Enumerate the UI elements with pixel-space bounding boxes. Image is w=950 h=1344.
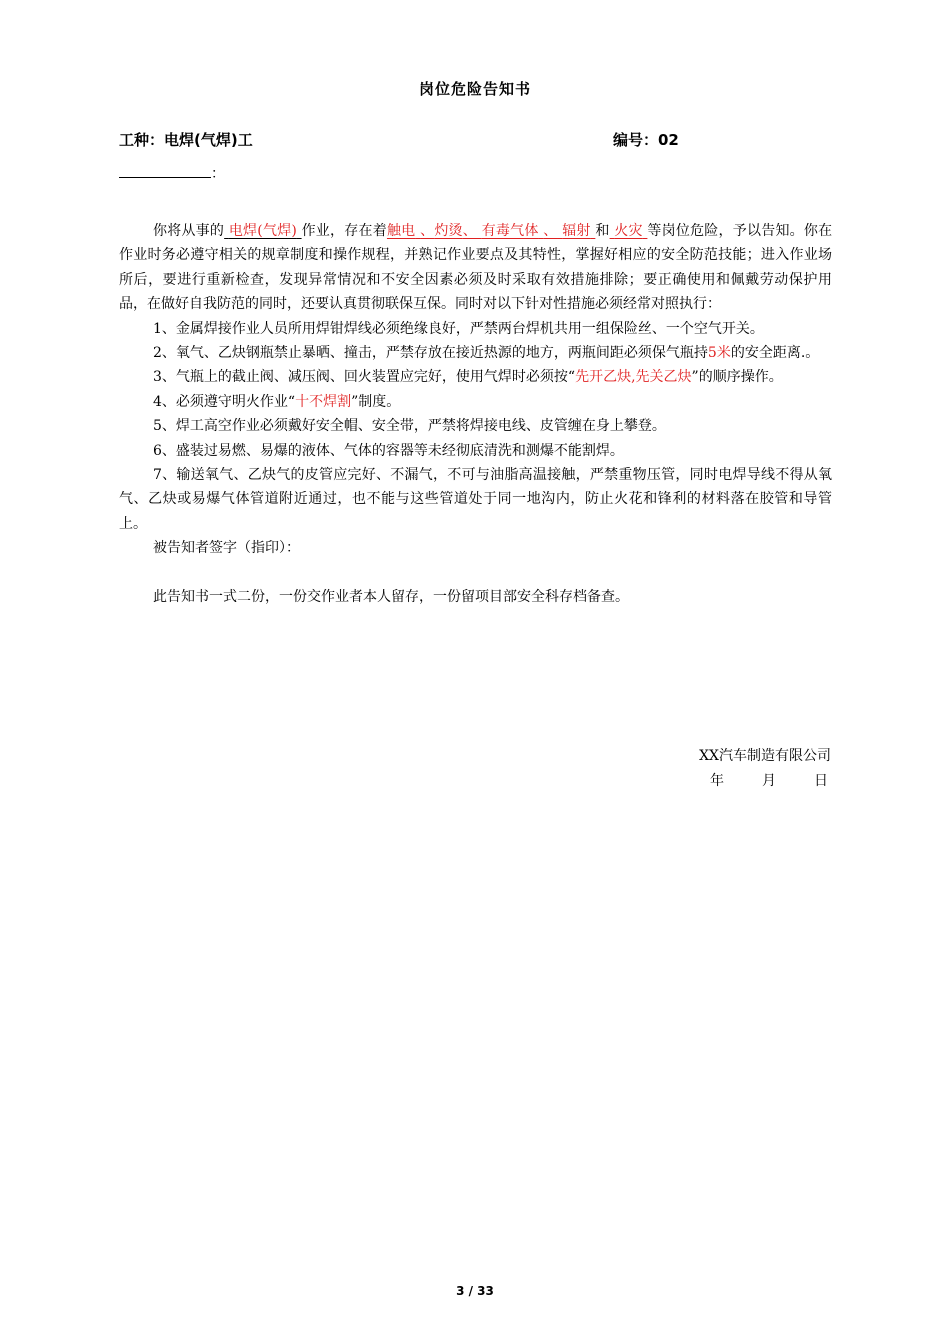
hazard-radiation: 辐射 (562, 223, 591, 239)
date-month: 月 (762, 773, 776, 789)
item-3-text-end: ”的顺序操作。 (691, 369, 783, 386)
item-4-rule: 十不焊割 (295, 393, 352, 410)
item-2-distance: 5米 (707, 345, 731, 362)
hazard-separator: 、 (462, 223, 477, 239)
item-2-text-end: 的安全距离.。 (730, 345, 820, 362)
intro-text-2: 作业，存在着 (301, 223, 387, 239)
intro-paragraph (119, 219, 832, 317)
document-number: 编号：02 (613, 131, 679, 149)
item-4-text-end: ”制度。 (351, 393, 401, 410)
addressee-line (119, 163, 225, 183)
addressee-colon: ： (211, 166, 225, 182)
measure-item-4 (119, 390, 832, 414)
item-3-sequence: 先开乙炔,先关乙炔 (575, 369, 692, 386)
date-day: 日 (814, 773, 828, 789)
intro-text-1: 你将从事的 (153, 223, 225, 239)
hazard-fire-underlined (610, 223, 648, 239)
item-4-text: 4、必须遵守明火作业“ (153, 393, 296, 410)
addressee-blank (119, 163, 211, 178)
measure-item-5: 5、焊工高空作业必须戴好安全帽、安全带，严禁将焊接电线、皮管缠在身上攀登。 (153, 418, 666, 435)
intro-text-3: 等岗位危险，予以告知。你在作业时务必遵守相关的规章制度和操作规程，并熟记作业要点及其特性，掌握好相应的安全防范技能；进入作业场所后，要进行重新检查，发现异常情况和不安全因素必须及时采取有效措施排除；要正确使用和佩戴劳动保护用品，在做好自我防范的同时，还要认真贯彻联保互保。同时对以下针对性措施必须经常对照执行： (119, 223, 833, 313)
measure-item-2 (119, 341, 832, 365)
date-line (699, 769, 828, 794)
measure-item-1: 1、金属焊接作业人员所用焊钳焊线必须绝缘良好，严禁两台焊机共用一组保险丝、一个空气开关。 (153, 320, 764, 337)
job-type: 工种：电焊(气焊)工 (119, 131, 253, 149)
measure-item-7: 7、输送氧气、乙炔气的皮管应完好、不漏气，不可与油脂高温接触，严禁重物压管，同时电焊导线不得从氧气、乙炔或易爆气体管道附近通过，也不能与这些管道处于同一地沟内，防止火花和锋利的材料落在胶管和导管上。 (119, 467, 832, 532)
measure-item-3 (119, 365, 832, 389)
page-number: 3 / 33 (456, 1284, 494, 1298)
spacer (119, 561, 832, 585)
hazard-separator: 、 (543, 223, 558, 239)
hazard-separator: 、 (420, 223, 435, 239)
company-name: XX汽车制造有限公司 (699, 748, 831, 764)
date-year: 年 (710, 773, 724, 789)
hazard-toxic-gas: 有毒气体 (481, 223, 539, 239)
copies-note: 此告知书一式二份，一份交作业者本人留存，一份留项目部安全科存档备查。 (153, 588, 629, 605)
hazard-electric-shock: 触电 (386, 223, 416, 239)
intro-and: 和 (595, 223, 610, 239)
measure-item-6: 6、盛装过易燃、易爆的液体、气体的容器等未经彻底清洗和测爆不能割焊。 (153, 442, 624, 459)
item-2-text: 2、氧气、乙炔钢瓶禁止暴晒、撞击，严禁存放在接近热源的地方，两瓶间距必须保气瓶持 (153, 345, 708, 362)
hazard-list (387, 223, 595, 239)
hazard-fire: 火灾 (614, 223, 643, 239)
hazard-burn: 灼烫 (434, 223, 463, 239)
signature-line: 被告知者签字（指印）： (153, 540, 300, 557)
company-block (699, 744, 831, 794)
document-body (119, 219, 832, 609)
job-name: 电焊(气焊) (228, 223, 297, 239)
document-title: 岗位危险告知书 (418, 80, 531, 98)
job-name-underlined (224, 223, 301, 239)
item-3-text: 3、气瓶上的截止阀、减压阀、回火装置应完好，使用气焊时必须按“ (153, 369, 576, 386)
